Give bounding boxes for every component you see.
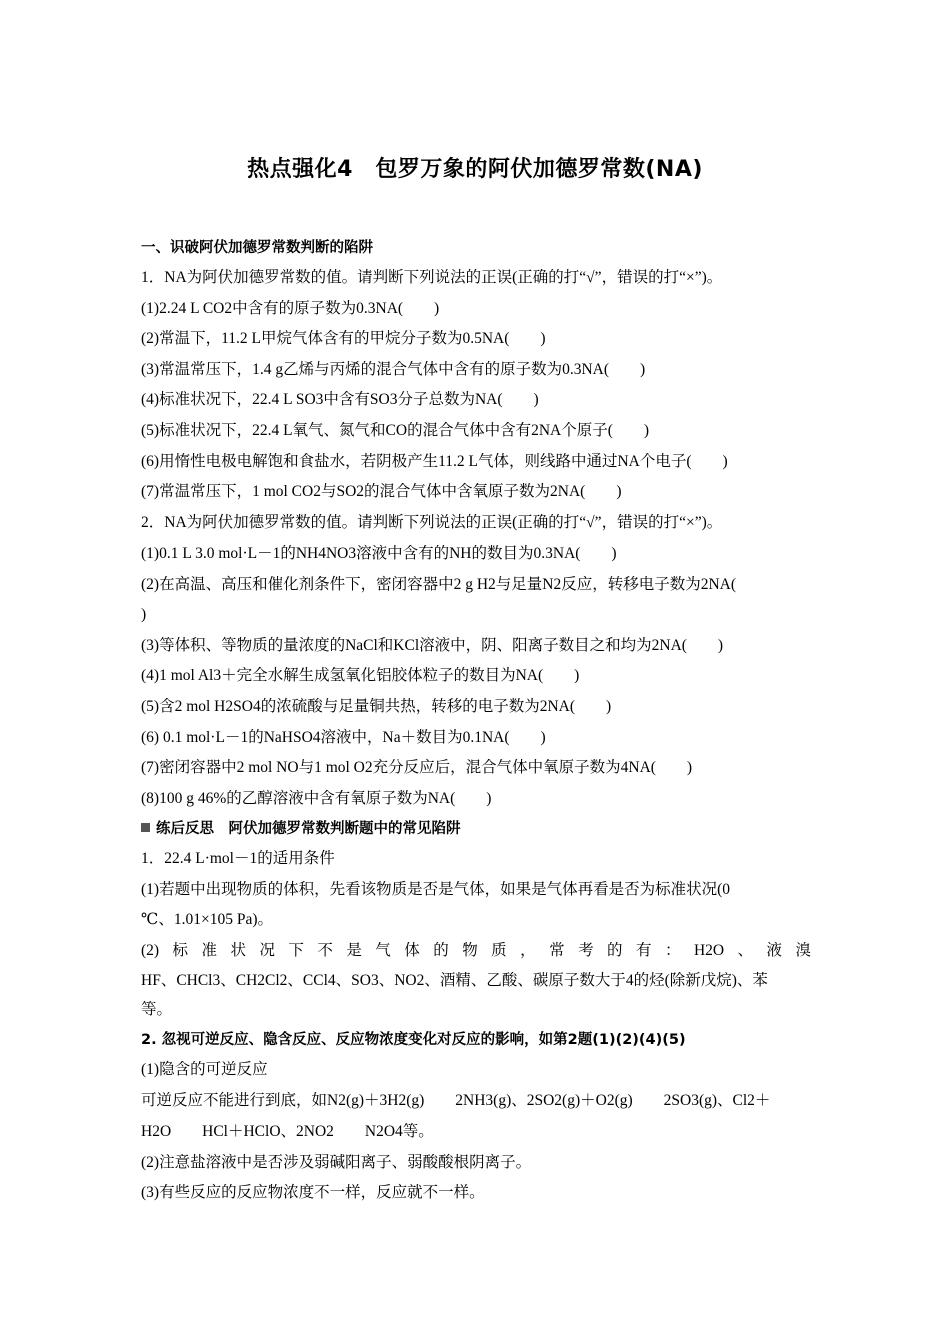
q2-item-8: (8)100 g 46%的乙醇溶液中含有氧原子数为NA( ) xyxy=(141,790,492,807)
question-1-stem: 1．NA为阿伏加德罗常数的值。请判断下列说法的正误(正确的打“√”，错误的打“×”)。 xyxy=(141,269,723,286)
square-bullet-icon xyxy=(141,823,150,832)
reflection-heading-row xyxy=(141,819,811,839)
q2-item-7: (7)密闭容器中2 mol NO与1 mol O2充分反应后，混合气体中氧原子数为4NA( ) xyxy=(141,759,693,776)
q1-item-2: (2)常温下，11.2 L甲烷气体含有的甲烷分子数为0.5NA( ) xyxy=(141,330,546,347)
question-2-stem: 2．NA为阿伏加德罗常数的值。请判断下列说法的正误(正确的打“√”，错误的打“×”)。 xyxy=(141,514,723,531)
q2-item-1: (1)0.1 L 3.0 mol·L－1的NH4NO3溶液中含有的NH的数目为0.3NA( ) xyxy=(141,545,617,562)
q1-item-6: (6)用惰性电极电解饱和食盐水，若阴极产生11.2 L气体，则线路中通过NA个电子( ) xyxy=(141,453,728,470)
reflection-1-heading: 1．22.4 L·mol－1的适用条件 xyxy=(141,850,335,867)
reflection-2-equations-line-2: H2O HCl＋HClO、2NO2 N2O4等。 xyxy=(141,1123,434,1140)
section-heading: 一、识破阿伏加德罗常数判断的陷阱 xyxy=(141,240,373,256)
q2-item-2: (2)在高温、高压和催化剂条件下，密闭容器中2 g H2与足量N2反应，转移电子数为2NA( xyxy=(141,576,737,593)
q2-item-2-continued: ) xyxy=(141,606,147,623)
reflection-2-sub-3: (3)有些反应的反应物浓度不一样，反应就不一样。 xyxy=(141,1184,485,1201)
q2-item-3: (3)等体积、等物质的量浓度的NaCl和KCl溶液中，阴、阳离子数目之和均为2NA( ) xyxy=(141,637,724,654)
page-title: 热点强化4 包罗万象的阿伏加德罗常数(NA) xyxy=(247,157,703,182)
reflection-2-sub-2: (2)注意盐溶液中是否涉及弱碱阳离子、弱酸酸根阴离子。 xyxy=(141,1154,532,1171)
q1-item-1: (1)2.24 L CO2中含有的原子数为0.3NA( ) xyxy=(141,300,440,317)
reflection-1-para-1-continued: ℃、1.01×105 Pa)。 xyxy=(141,911,273,928)
reflection-1-para-1: (1)若题中出现物质的体积，先看该物质是否是气体，如果是气体再看是否为标准状况(0 xyxy=(141,881,730,898)
reflection-2-equations-line-1: 可逆反应不能进行到底，如N2(g)＋3H2(g) 2NH3(g)、2SO2(g)＋O2(g) 2SO3(g)、Cl2＋ xyxy=(141,1092,771,1109)
reflection-1-para-2-line-2: HF、CHCl3、CH2Cl2、CCl4、SO3、NO2、酒精、乙酸、碳原子数大于4的烃(除新戊烷)、苯 xyxy=(141,972,768,989)
reflection-1-para-2-line-3: 等。 xyxy=(141,1001,173,1018)
reflection-heading: 练后反思 阿伏加德罗常数判断题中的常见陷阱 xyxy=(156,821,461,837)
q2-item-6: (6) 0.1 mol·L－1的NaHSO4溶液中，Na＋数目为0.1NA( ) xyxy=(141,729,546,746)
q1-item-7: (7)常温常压下，1 mol CO2与SO2的混合气体中含氧原子数为2NA( ) xyxy=(141,483,622,500)
reflection-2-sub-1: (1)隐含的可逆反应 xyxy=(141,1061,268,1078)
q1-item-4: (4)标准状况下，22.4 L SO3中含有SO3分子总数为NA( ) xyxy=(141,391,539,408)
q1-item-5: (5)标准状况下，22.4 L氧气、氮气和CO的混合气体中含有2NA个原子( ) xyxy=(141,422,650,439)
q2-item-5: (5)含2 mol H2SO4的浓硫酸与足量铜共热，转移的电子数为2NA( ) xyxy=(141,698,612,715)
reflection-1-para-2: (2)标准状况下不是气体的物质，常考的有：H2O、液溴 xyxy=(141,942,811,959)
q2-item-4: (4)1 mol Al3＋完全水解生成氢氧化铝胶体粒子的数目为NA( ) xyxy=(141,667,580,684)
q1-item-3: (3)常温常压下，1.4 g乙烯与丙烯的混合气体中含有的原子数为0.3NA( ) xyxy=(141,361,646,378)
reflection-2-heading: 2. 忽视可逆反应、隐含反应、反应物浓度变化对反应的影响，如第2题(1)(2)(4)(5) xyxy=(141,1032,686,1048)
